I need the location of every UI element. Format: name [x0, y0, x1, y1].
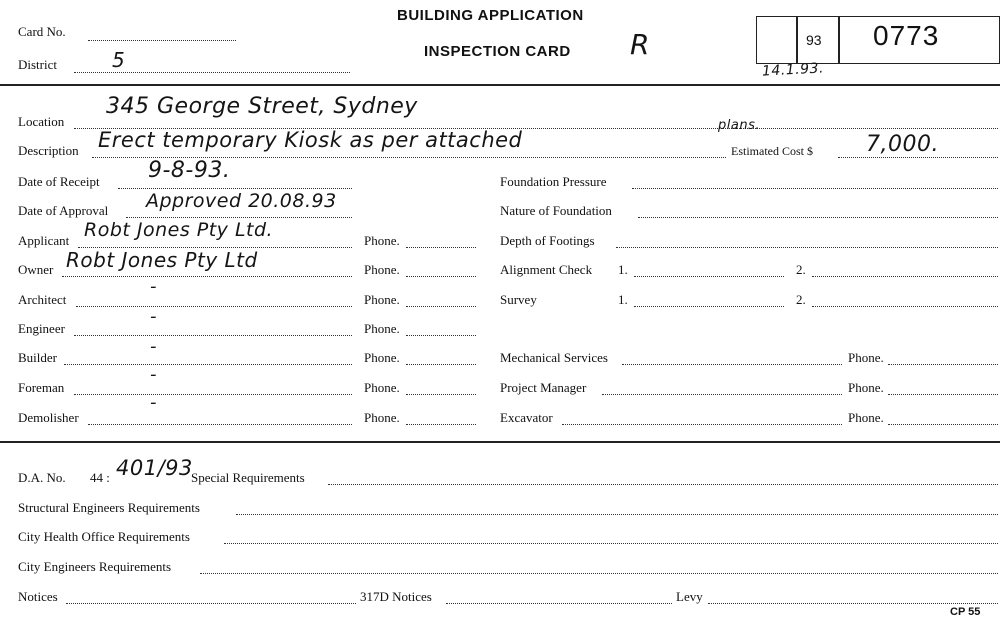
project-manager-label: Project Manager: [500, 380, 587, 395]
notices-label: Notices: [18, 589, 58, 604]
structural-requirements-label: Structural Engineers Requirements: [18, 500, 200, 515]
alignment-check-field-2[interactable]: [812, 276, 998, 277]
foreman-label: Foreman: [18, 380, 65, 395]
architect-label: Architect: [18, 292, 67, 307]
applicant-label: Applicant: [18, 233, 70, 248]
alignment-num1: 1.: [618, 262, 628, 277]
estimated-cost-field[interactable]: [838, 157, 998, 158]
nature-foundation-label: Nature of Foundation: [500, 203, 612, 218]
engineer-field[interactable]: [74, 335, 352, 336]
engineer-phone-field[interactable]: [406, 335, 476, 336]
form-code: CP 55: [950, 606, 981, 618]
description-plans: plans.: [718, 118, 760, 133]
foundation-pressure-field[interactable]: [632, 188, 998, 189]
builder-field[interactable]: [64, 364, 352, 365]
health-requirements-field[interactable]: [224, 543, 998, 544]
excavator-label: Excavator: [500, 410, 553, 425]
description-label: Description: [18, 143, 79, 158]
date-approval-value: Approved 20.08.93: [146, 190, 337, 212]
demolisher-phone-label: Phone.: [364, 410, 400, 425]
date-note: 14.1.93.: [761, 60, 825, 80]
depth-footings-label: Depth of Footings: [500, 233, 595, 248]
engineers-requirements-field[interactable]: [200, 573, 998, 574]
foreman-field[interactable]: [74, 394, 352, 395]
applicant-phone-field[interactable]: [406, 247, 476, 248]
da-prefix: 44 :: [90, 470, 110, 485]
district-label: District: [18, 57, 57, 72]
box-divider: [796, 17, 798, 63]
survey-field-2[interactable]: [812, 306, 998, 307]
district-field[interactable]: [74, 72, 350, 73]
box-divider: [838, 17, 840, 63]
survey-field-1[interactable]: [634, 306, 784, 307]
notices-317d-label: 317D Notices: [360, 589, 432, 604]
builder-value: -: [150, 336, 157, 357]
location-value: 345 George Street, Sydney: [106, 94, 418, 119]
nature-foundation-field[interactable]: [638, 217, 998, 218]
da-value: 401/93: [116, 456, 193, 480]
location-label: Location: [18, 114, 65, 129]
estimated-cost-label: Estimated Cost $: [731, 144, 813, 158]
mechanical-phone-label: Phone.: [848, 350, 884, 365]
architect-phone-label: Phone.: [364, 292, 400, 307]
estimated-cost-value: 7,000.: [866, 132, 939, 157]
builder-label: Builder: [18, 350, 57, 365]
project-manager-phone-field[interactable]: [888, 394, 998, 395]
survey-label: Survey: [500, 292, 537, 307]
levy-field[interactable]: [708, 603, 998, 604]
engineer-label: Engineer: [18, 321, 65, 336]
section-divider: [0, 441, 1000, 443]
demolisher-label: Demolisher: [18, 410, 79, 425]
builder-phone-field[interactable]: [406, 364, 476, 365]
foreman-value: -: [150, 364, 157, 385]
health-requirements-label: City Health Office Requirements: [18, 529, 190, 544]
survey-num2: 2.: [796, 292, 806, 307]
owner-phone-label: Phone.: [364, 262, 400, 277]
foreman-phone-field[interactable]: [406, 394, 476, 395]
levy-label: Levy: [676, 589, 703, 604]
owner-label: Owner: [18, 262, 54, 277]
special-requirements-label: Special Requirements: [191, 470, 305, 485]
project-manager-phone-label: Phone.: [848, 380, 884, 395]
demolisher-phone-field[interactable]: [406, 424, 476, 425]
mechanical-phone-field[interactable]: [888, 364, 998, 365]
structural-requirements-field[interactable]: [236, 514, 998, 515]
card-no-field[interactable]: [88, 40, 236, 41]
date-receipt-value: 9-8-93.: [148, 158, 231, 183]
applicant-phone-label: Phone.: [364, 233, 400, 248]
special-requirements-field[interactable]: [328, 484, 998, 485]
date-receipt-field[interactable]: [118, 188, 352, 189]
district-value: 5: [112, 48, 126, 72]
demolisher-value: -: [150, 392, 157, 413]
box-prefix: 93: [806, 32, 822, 48]
engineer-value: -: [150, 306, 157, 327]
architect-field[interactable]: [76, 306, 352, 307]
depth-footings-field[interactable]: [616, 247, 998, 248]
engineers-requirements-label: City Engineers Requirements: [18, 559, 172, 574]
header-divider: [0, 84, 1000, 86]
owner-phone-field[interactable]: [406, 276, 476, 277]
excavator-phone-label: Phone.: [848, 410, 884, 425]
mechanical-services-field[interactable]: [622, 364, 842, 365]
description-value: Erect temporary Kiosk as per attached: [98, 128, 523, 152]
applicant-value: Robt Jones Pty Ltd.: [84, 219, 274, 241]
builder-phone-label: Phone.: [364, 350, 400, 365]
alignment-num2: 2.: [796, 262, 806, 277]
survey-num1: 1.: [618, 292, 628, 307]
engineer-phone-label: Phone.: [364, 321, 400, 336]
architect-phone-field[interactable]: [406, 306, 476, 307]
date-approval-field[interactable]: [126, 217, 352, 218]
excavator-phone-field[interactable]: [888, 424, 998, 425]
owner-value: Robt Jones Pty Ltd: [66, 248, 258, 272]
initials-mark: R: [630, 28, 650, 61]
box-number: 0773: [873, 20, 940, 51]
excavator-field[interactable]: [562, 424, 842, 425]
mechanical-services-label: Mechanical Services: [500, 350, 608, 365]
notices-field[interactable]: [66, 603, 356, 604]
form-title-line2: INSPECTION CARD: [424, 43, 571, 60]
date-approval-label: Date of Approval: [18, 203, 109, 218]
alignment-check-label: Alignment Check: [500, 262, 593, 277]
project-manager-field[interactable]: [602, 394, 842, 395]
alignment-check-field-1[interactable]: [634, 276, 784, 277]
da-no-label: D.A. No.: [18, 470, 66, 485]
owner-field[interactable]: [62, 276, 352, 277]
foreman-phone-label: Phone.: [364, 380, 400, 395]
date-receipt-label: Date of Receipt: [18, 174, 100, 189]
demolisher-field[interactable]: [88, 424, 352, 425]
architect-value: -: [150, 276, 157, 297]
form-title-line1: BUILDING APPLICATION: [397, 7, 584, 24]
foundation-pressure-label: Foundation Pressure: [500, 174, 607, 189]
card-no-label: Card No.: [18, 24, 66, 39]
notices-317d-field[interactable]: [446, 603, 672, 604]
